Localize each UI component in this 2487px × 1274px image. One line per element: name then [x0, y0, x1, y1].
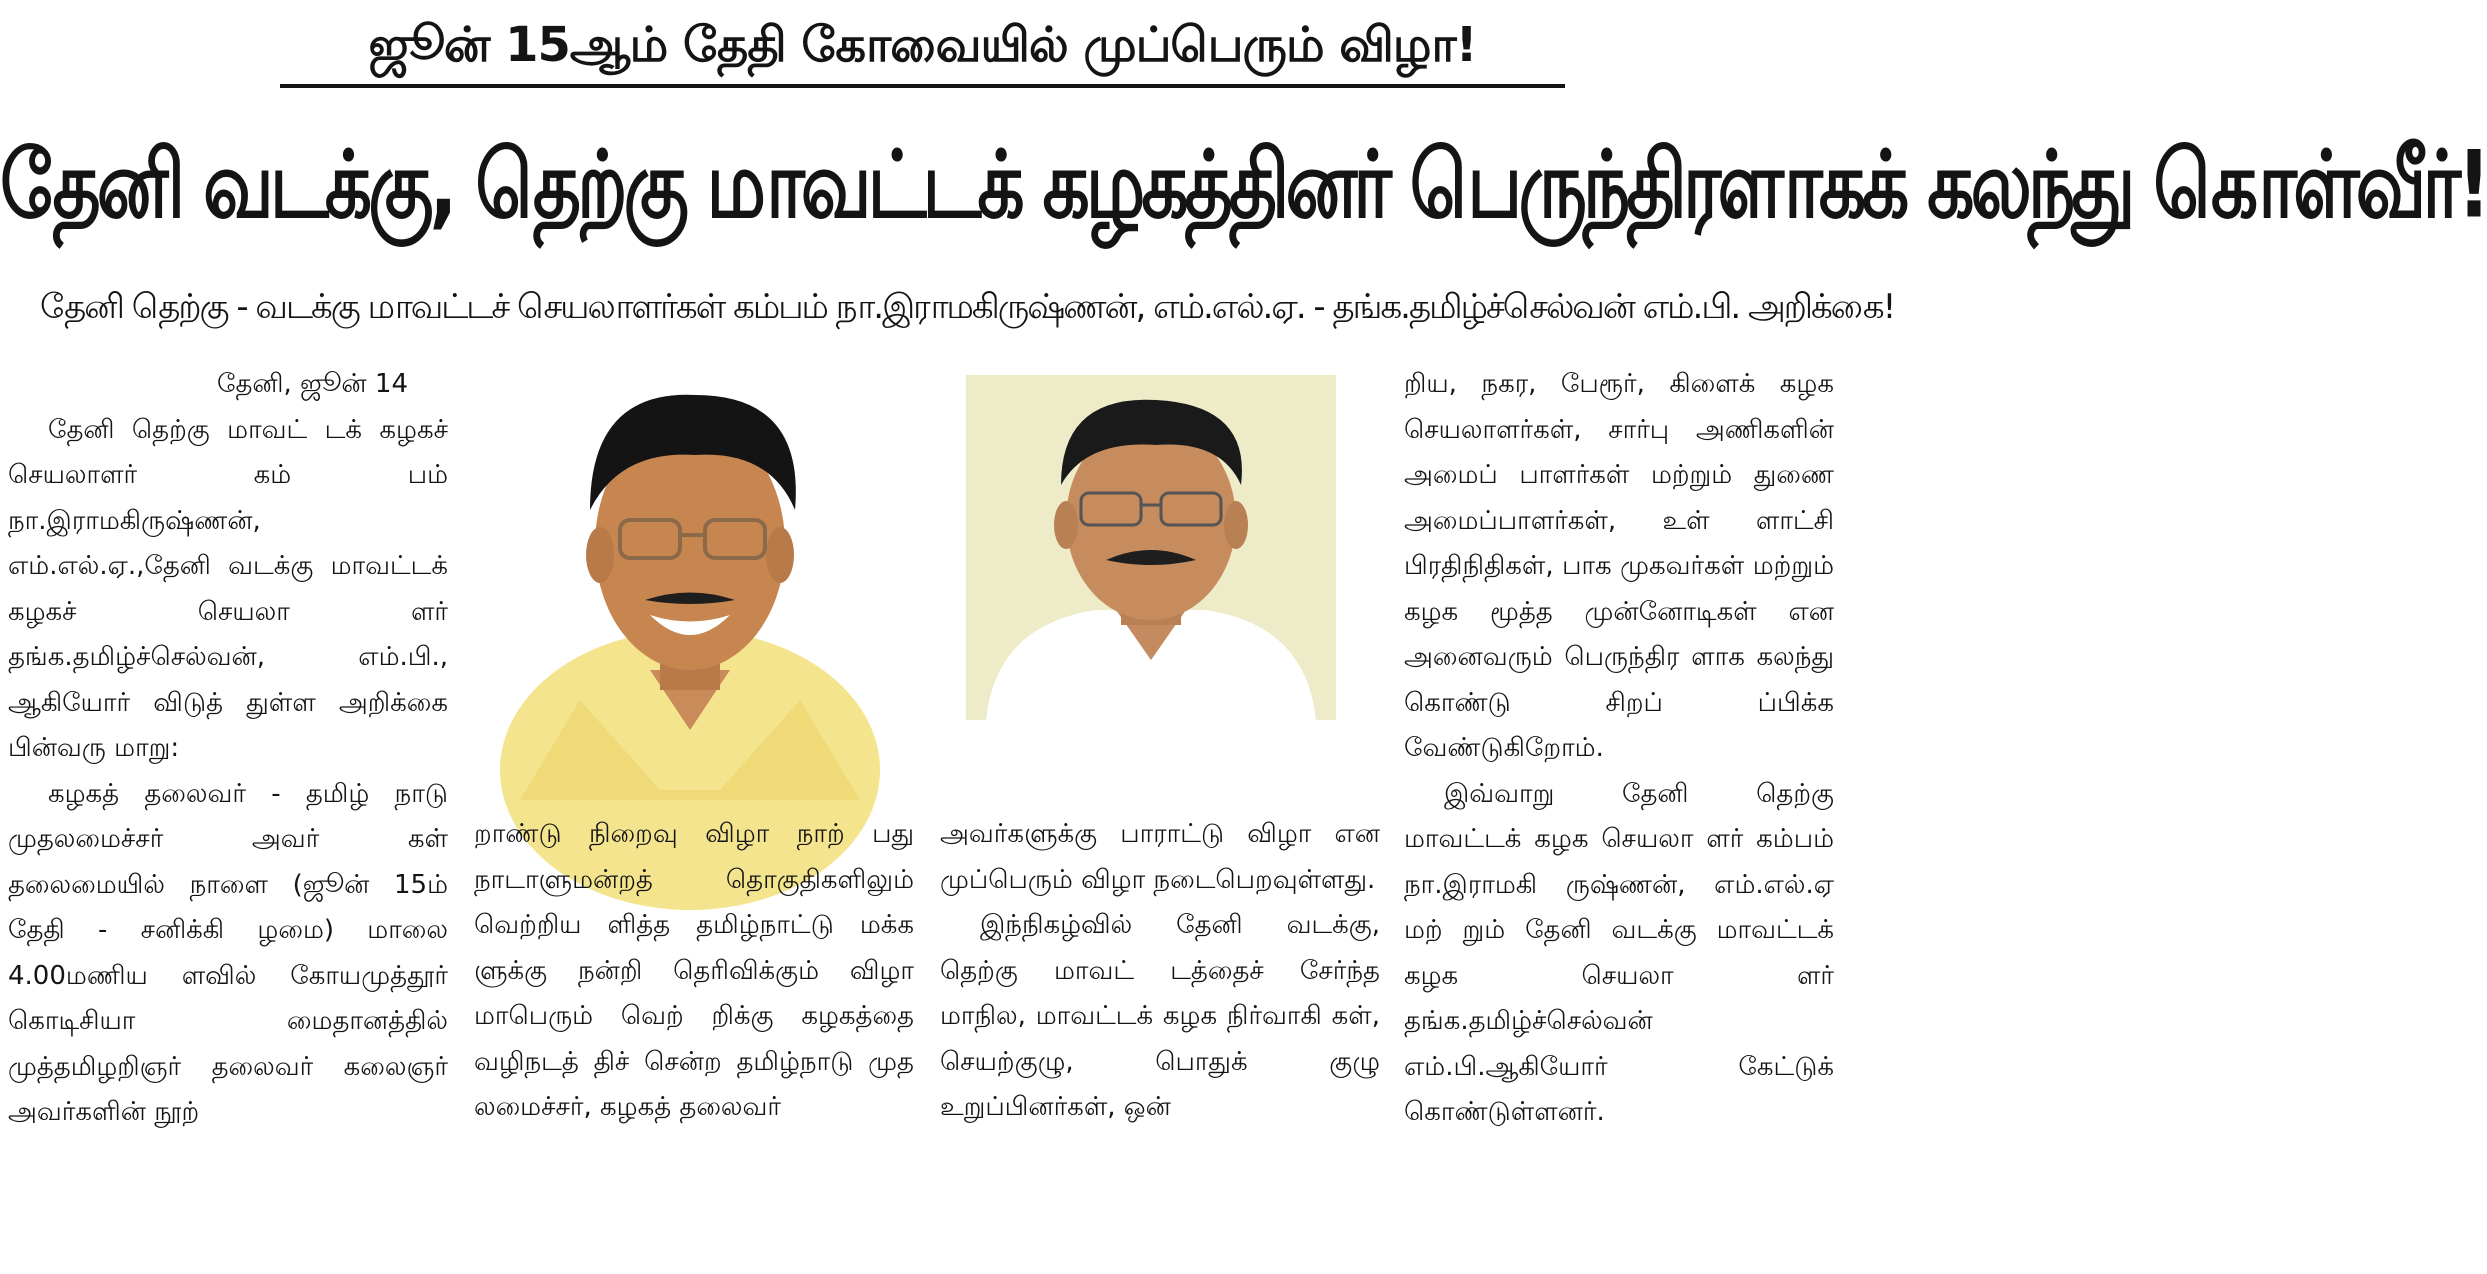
main-headline: தேனி வடக்கு, தெற்கு மாவட்டக் கழகத்தினர் பெருந்திரளாகக் கலந்து கொள்வீர்! — [0, 131, 2487, 239]
kicker-headline: ஜூன் 15ஆம் தேதி கோவையில் முப்பெரும் விழா! — [280, 10, 1565, 88]
dateline: தேனி, ஜூன் 14 — [217, 369, 408, 399]
paragraph: றாண்டு நிறைவு விழா நாற் பது நாடாளுமன்றத் தொகுதிகளிலும் வெற்றிய ளித்த தமிழ்நாட்டு மக்க ளுக்கு நன்றி தெரிவிக்கும் விழா மாபெரும் வெற் றிக்கு கழகத்தை வழிநடத் திச் சென்ற தமிழ்நாடு முத லமைச்சர், கழகத் தலைவர் — [474, 819, 914, 1122]
portrait-right-illustration — [966, 375, 1336, 720]
article-column-3 — [940, 812, 1380, 1272]
paragraph: தேனி தெற்கு மாவட் டக் கழகச் செயலாளர் கம் பம் நா.இராமகிருஷ்ணன், எம்.எல்.ஏ.,தேனி வடக்கு மாவட்டக் கழகச் செயலா ளர் தங்க.தமிழ்ச்செல்வன், எம்.பி., ஆகியோர் விடுத் துள்ள அறிக்கை பின்வரு மாறு: — [8, 414, 448, 763]
paragraph: கழகத் தலைவர் - தமிழ் நாடு முதலமைச்சர் அவர் கள் தலைமையில் நாளை (ஜூன் 15ம் தேதி - சனிக்கி ழமை) மாலை 4.00மணிய ளவில் கோயமுத்தூர் கொடிசியா மைதானத்தில் முத்தமிழறிஞர் தலைவர் கலைஞர் அவர்களின் நூற் — [8, 778, 448, 1127]
paragraph: றிய, நகர, பேரூர், கிளைக் கழக செயலாளர்கள், சார்பு அணிகளின் அமைப் பாளர்கள் மற்றும் துணை அமைப்பாளர்கள், உள் ளாட்சி பிரதிநிதிகள், பாக முகவர்கள் மற்றும் கழக மூத்த முன்னோடிகள் என அனைவரும் பெருந்திர ளாக கலந்து கொண்டு சிறப் ப்பிக்க வேண்டுகிறோம். — [1404, 369, 1834, 763]
portrait-photo-left — [520, 370, 860, 800]
portrait-left-illustration — [520, 370, 860, 800]
subheadline: தேனி தெற்கு - வடக்கு மாவட்டச் செயலாளர்கள் கம்பம் நா.இராமகிருஷ்ணன், எம்.எல்.ஏ. - தங்க.தமிழ்ச்செல்வன் எம்.பி. அறிக்கை! — [40, 287, 1895, 327]
article-column-4 — [1404, 362, 1834, 1272]
portrait-photo-right — [966, 375, 1336, 720]
article-column-1 — [8, 362, 448, 1272]
article-column-2 — [474, 812, 914, 1272]
paragraph: அவர்களுக்கு பாராட்டு விழா என முப்பெரும் விழா நடைபெறவுள்ளது. — [940, 819, 1380, 895]
paragraph: இந்நிகழ்வில் தேனி வடக்கு, தெற்கு மாவட் டத்தைச் சேர்ந்த மாநில, மாவட்டக் கழக நிர்வாகி கள், செயற்குழு, பொதுக் குழு உறுப்பினர்கள், ஒன் — [940, 910, 1380, 1122]
paragraph: இவ்வாறு தேனி தெற்கு மாவட்டக் கழக செயலா ளர் கம்பம் நா.இராமகி ருஷ்ணன், எம்.எல்.ஏ மற் றும் தேனி வடக்கு மாவட்டக் கழக செயலா ளர் தங்க.தமிழ்ச்செல்வன் எம்.பி.ஆகியோர் கேட்டுக் கொண்டுள்ளனர். — [1404, 778, 1834, 1127]
